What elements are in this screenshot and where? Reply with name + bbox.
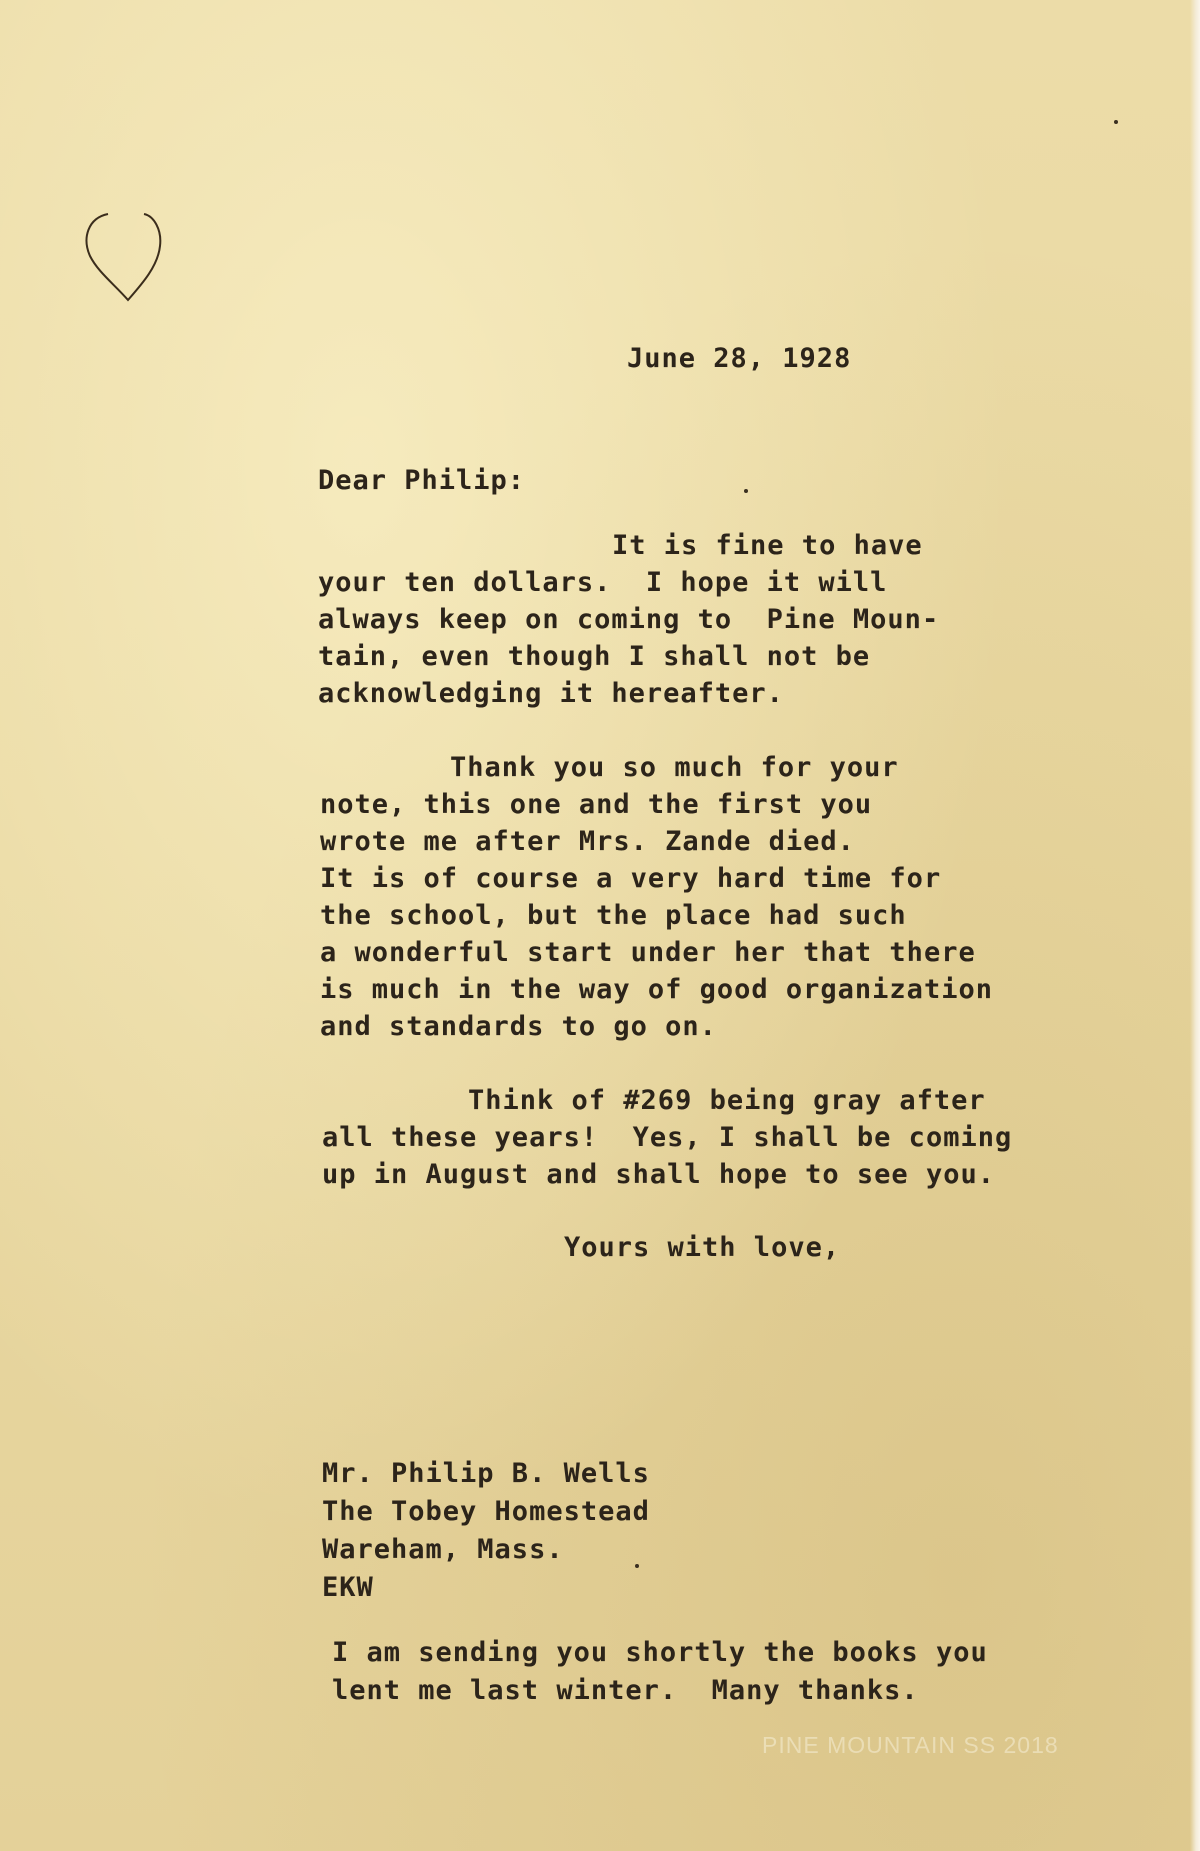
address-line: The Tobey Homestead	[322, 1496, 650, 1527]
address-line: Mr. Philip B. Wells	[322, 1458, 650, 1489]
paragraph-line: your ten dollars. I hope it will	[318, 567, 888, 598]
paragraph-line: Thank you so much for your	[450, 752, 899, 783]
paragraph-line: is much in the way of good organization	[320, 974, 993, 1005]
ink-speck	[1114, 120, 1118, 124]
letter-date: June 28, 1928	[627, 343, 852, 374]
paragraph-line: a wonderful start under her that there	[320, 937, 976, 968]
archive-watermark: PINE MOUNTAIN SS 2018	[762, 1732, 1059, 1758]
ink-loop-mark	[78, 208, 168, 308]
postscript-line: I am sending you shortly the books you	[332, 1637, 988, 1668]
paragraph-line: It is of course a very hard time for	[320, 863, 942, 894]
address-line: Wareham, Mass.	[322, 1534, 564, 1565]
paper-edge	[1190, 0, 1200, 1851]
paragraph-line: all these years! Yes, I shall be coming	[322, 1122, 1013, 1153]
paragraph-line: acknowledging it hereafter.	[318, 678, 784, 709]
paragraph-line: note, this one and the first you	[320, 789, 873, 820]
ink-speck	[744, 489, 748, 493]
closing: Yours with love,	[564, 1232, 841, 1263]
paragraph-line: up in August and shall hope to see you.	[322, 1159, 995, 1190]
paragraph-line: the school, but the place had such	[320, 900, 907, 931]
postscript-line: lent me last winter. Many thanks.	[332, 1675, 919, 1706]
paragraph-line: tain, even though I shall not be	[318, 641, 871, 672]
paragraph-line: wrote me after Mrs. Zande died.	[320, 826, 855, 857]
paragraph-line: and standards to go on.	[320, 1011, 717, 1042]
salutation: Dear Philip:	[318, 465, 526, 496]
paragraph-line: always keep on coming to Pine Moun-	[318, 604, 940, 635]
typist-initials: EKW	[322, 1572, 374, 1603]
ink-speck	[635, 1564, 639, 1568]
paragraph-line: Think of #269 being gray after	[468, 1085, 986, 1116]
paragraph-line: It is fine to have	[612, 530, 923, 561]
